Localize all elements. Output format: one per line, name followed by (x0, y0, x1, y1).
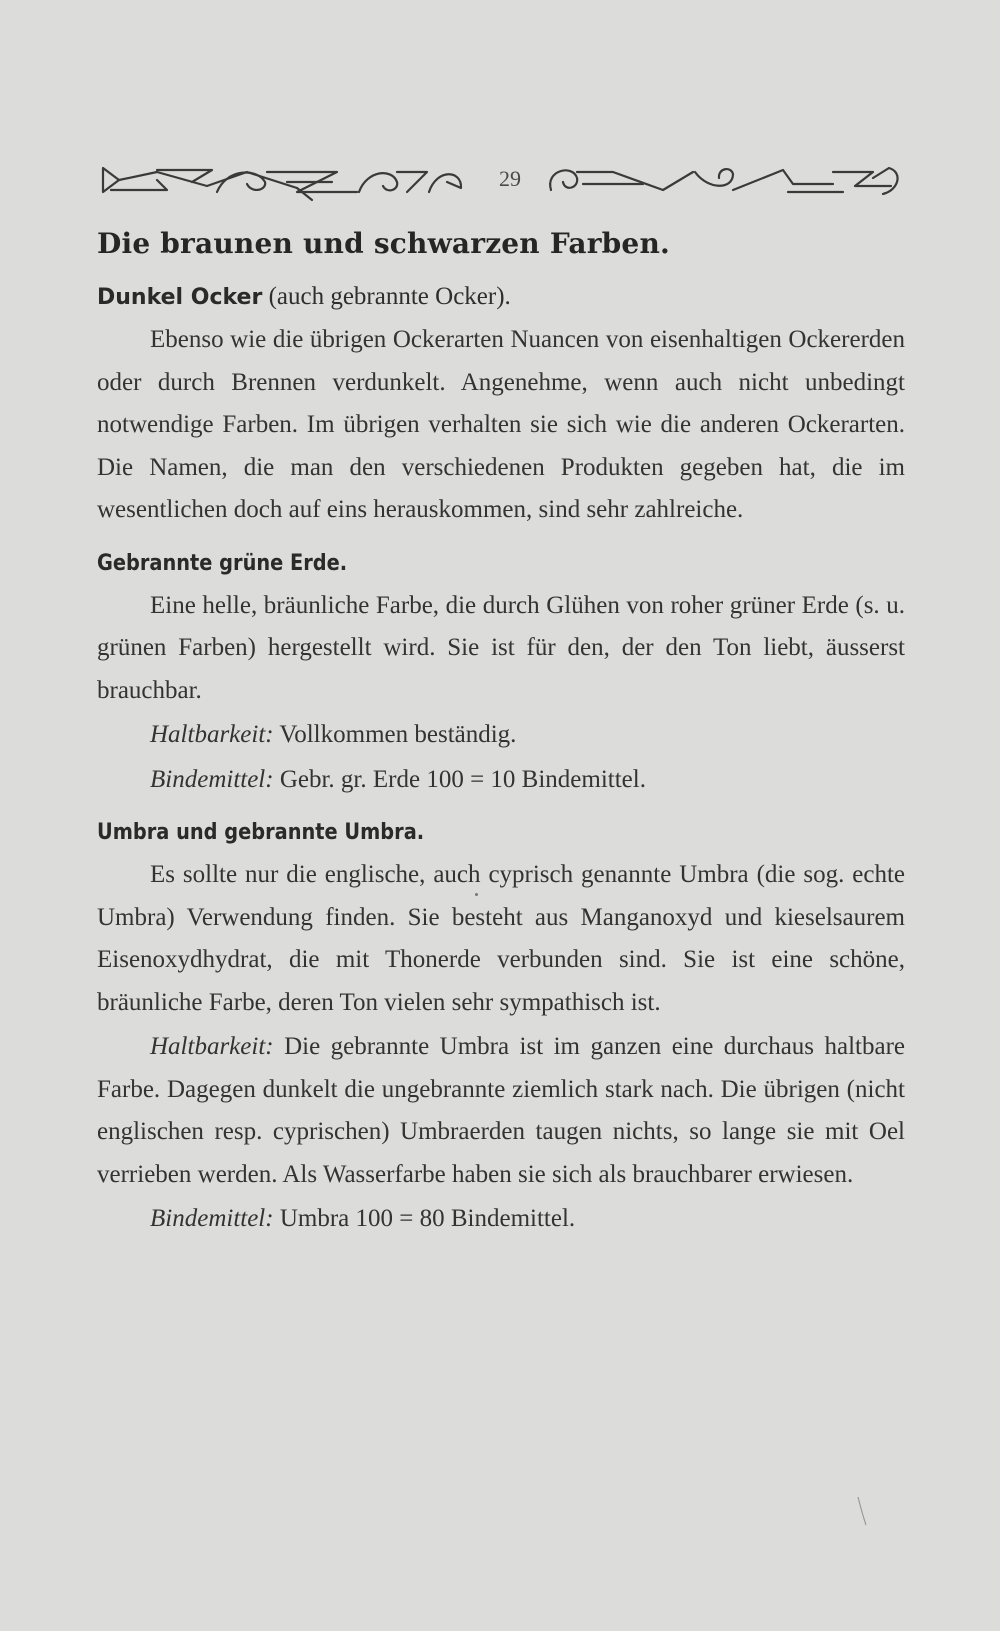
haltbarkeit-label: Haltbarkeit: (150, 1033, 274, 1060)
chapter-title: Die braunen und schwarzen Farben. (97, 227, 670, 260)
section-title: Umbra und gebrannte Umbra. (97, 820, 425, 845)
bindemittel-line (97, 1198, 905, 1241)
section-subtitle: (auch gebrannte Ocker). (268, 283, 511, 310)
page-header (97, 160, 905, 202)
paragraph: Es sollte nur die englische, auch cyprisch genannte Umbra (die sog. echte Umbra) Verwendung finden. Sie besteht aus Manganoxyd und kieselsaurem Eisenoxydhydrat, die mit Thonerde verbunden sind. Sie ist eine schöne, bräunliche Farbe, deren Ton vielen sehr sympathisch ist. (97, 861, 905, 1016)
haltbarkeit-line (97, 714, 905, 757)
haltbarkeit-value: Die gebrannte Umbra ist im ganzen eine durchaus haltbare Farbe. Dagegen dunkelt die ungebrannte ziemlich stark nach. Die übrigen (nicht englischen resp. cyprischen) Umbraerden taugen nichts, so lange sie mit Oel verrieben werden. Als Wasserfarbe haben sie sich als brauchbarer erwiesen. (97, 1033, 905, 1188)
bindemittel-line (97, 759, 905, 802)
ornament-left-icon (97, 160, 467, 202)
page-number: 29 (499, 166, 521, 191)
section-title: Gebrannte grüne Erde. (97, 550, 348, 576)
haltbarkeit-label: Haltbarkeit: (150, 721, 274, 748)
section-umbra (97, 811, 905, 854)
section-dunkel-ocker (97, 276, 905, 319)
section-gebrannte-gruene-erde (97, 542, 905, 585)
bindemittel-label: Bindemittel: (150, 765, 274, 793)
bindemittel-value: Gebr. gr. Erde 100 = 10 Bindemittel. (279, 765, 646, 793)
haltbarkeit-paragraph (97, 1026, 905, 1196)
ink-speck (475, 893, 478, 896)
bindemittel-value: Umbra 100 = 80 Bindemittel. (279, 1205, 576, 1232)
paragraph: Ebenso wie die übrigen Ockerarten Nuancen von eisenhaltigen Ockererden oder durch Brennen verdunkelt. Angenehme, wenn auch nicht unbedingt notwendige Farben. Im übrigen verhalten sie sich wie die anderen Ockerarten. Die Namen, die man den verschiedenen Produkten gegeben hat, die im wesentlichen doch auf eins herauskommen, sind sehr zahlreiche. (97, 326, 905, 523)
paragraph: Eine helle, bräunliche Farbe, die durch Glühen von roher grüner Erde (s. u. grünen Farben) hergestellt wird. Sie ist für den, der den Ton liebt, äusserst brauchbar. (97, 591, 905, 704)
page-content (97, 222, 905, 1241)
bindemittel-label: Bindemittel: (150, 1205, 274, 1232)
ornament-right-icon (543, 160, 905, 202)
section-title: Dunkel Ocker (97, 285, 263, 310)
pencil-mark-icon (856, 1495, 868, 1529)
haltbarkeit-value: Vollkommen beständig. (279, 721, 517, 748)
